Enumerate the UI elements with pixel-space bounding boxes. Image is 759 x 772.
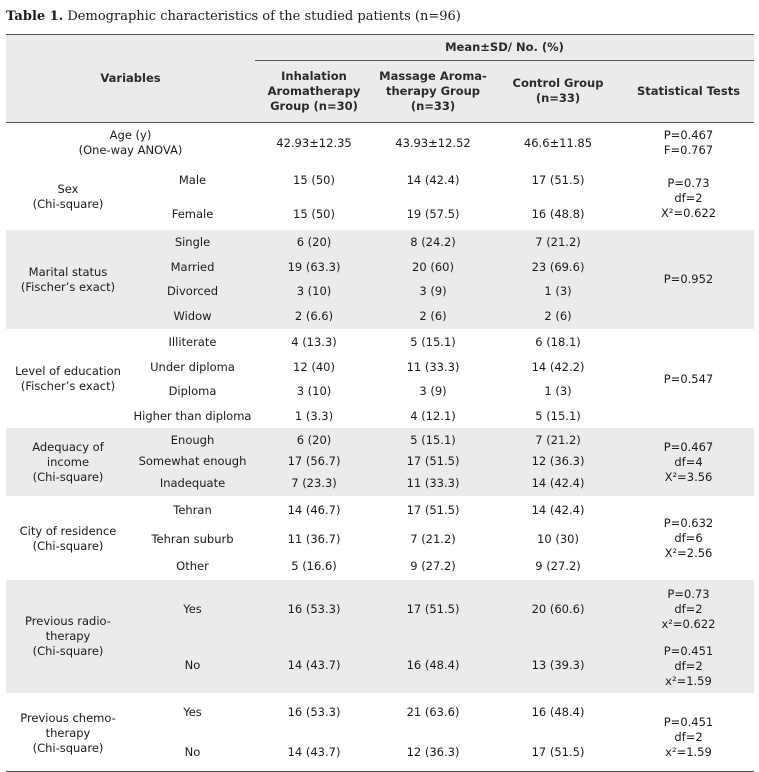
education-illiterate-control: 6 (18.1) bbox=[535, 334, 581, 349]
education-sub-diploma: Diploma bbox=[168, 383, 217, 398]
age-test: P=0.467 F=0.767 bbox=[663, 128, 714, 157]
income-enough-massage: 5 (15.1) bbox=[410, 432, 456, 447]
sex-male-inhalation: 15 (50) bbox=[293, 172, 335, 187]
education-diploma-inhalation: 3 (10) bbox=[296, 383, 332, 398]
table-caption bbox=[6, 9, 461, 24]
radio-yes-inhalation: 16 (53.3) bbox=[287, 601, 341, 616]
chemo-label: Previous chemo- therapy (Chi-square) bbox=[20, 710, 116, 755]
age-inhalation: 42.93±12.35 bbox=[276, 135, 352, 150]
education-sub-under-diploma: Under diploma bbox=[150, 359, 235, 374]
income-somewhat-control: 12 (36.3) bbox=[531, 453, 585, 468]
radio-no-control: 13 (39.3) bbox=[531, 657, 585, 672]
chemo-sub-yes: Yes bbox=[183, 704, 202, 719]
chemo-no-inhalation: 14 (43.7) bbox=[287, 744, 341, 759]
marital-sub-married: Married bbox=[170, 259, 215, 274]
header-variables: Variables bbox=[100, 70, 161, 85]
header-group-span: Mean±SD/ No. (%) bbox=[445, 39, 564, 54]
income-inadequate-massage: 11 (33.3) bbox=[406, 475, 460, 490]
marital-married-massage: 20 (60) bbox=[412, 259, 454, 274]
radio-sub-yes: Yes bbox=[183, 601, 202, 616]
city-tehran-inhalation: 14 (46.7) bbox=[287, 502, 341, 517]
radio-no-massage: 16 (48.4) bbox=[406, 657, 460, 672]
city-label: City of residence (Chi-square) bbox=[19, 524, 117, 553]
chemo-yes-control: 16 (48.4) bbox=[531, 704, 585, 719]
marital-widow-control: 2 (6) bbox=[544, 308, 572, 323]
sex-female-massage: 19 (57.5) bbox=[406, 206, 460, 221]
marital-divorced-inhalation: 3 (10) bbox=[296, 283, 332, 298]
marital-single-inhalation: 6 (20) bbox=[296, 234, 332, 249]
radio-no-test: P=0.451 df=2 x²=1.59 bbox=[663, 643, 714, 688]
city-sub-other: Other bbox=[176, 558, 209, 573]
sex-female-control: 16 (48.8) bbox=[531, 206, 585, 221]
header-control: Control Group (n=33) bbox=[512, 76, 604, 105]
header-massage: Massage Aroma- therapy Group (n=33) bbox=[379, 68, 487, 113]
education-sub-higher: Higher than diploma bbox=[133, 408, 252, 423]
marital-married-control: 23 (69.6) bbox=[531, 259, 585, 274]
education-sub-illiterate: Illiterate bbox=[168, 334, 217, 349]
marital-divorced-massage: 3 (9) bbox=[419, 283, 447, 298]
marital-widow-inhalation: 2 (6.6) bbox=[294, 308, 334, 323]
education-diploma-massage: 3 (9) bbox=[419, 383, 447, 398]
marital-single-control: 7 (21.2) bbox=[535, 234, 581, 249]
income-test: P=0.467 df=4 X²=3.56 bbox=[663, 439, 714, 484]
education-higher-massage: 4 (12.1) bbox=[410, 408, 456, 423]
income-somewhat-inhalation: 17 (56.7) bbox=[287, 453, 341, 468]
marital-sub-divorced: Divorced bbox=[166, 283, 219, 298]
city-other-control: 9 (27.2) bbox=[535, 558, 581, 573]
income-sub-inadequate: Inadequate bbox=[159, 475, 226, 490]
city-test: P=0.632 df=6 X²=2.56 bbox=[663, 515, 714, 560]
sex-male-control: 17 (51.5) bbox=[531, 172, 585, 187]
sex-sub-female: Female bbox=[171, 206, 214, 221]
header-statistical-tests: Statistical Tests bbox=[636, 83, 741, 98]
education-test: P=0.547 bbox=[663, 371, 714, 386]
income-inadequate-control: 14 (42.4) bbox=[531, 475, 585, 490]
education-under-diploma-inhalation: 12 (40) bbox=[293, 359, 335, 374]
header-inhalation: Inhalation Aromatherapy Group (n=30) bbox=[267, 68, 361, 113]
radio-label: Previous radio- therapy (Chi-square) bbox=[25, 614, 111, 658]
city-suburb-control: 10 (30) bbox=[537, 531, 579, 546]
demographics-table bbox=[6, 34, 754, 772]
marital-widow-massage: 2 (6) bbox=[419, 308, 447, 323]
education-under-diploma-massage: 11 (33.3) bbox=[406, 359, 460, 374]
marital-sub-widow: Widow bbox=[173, 308, 212, 323]
city-sub-tehran: Tehran bbox=[173, 502, 212, 517]
income-label: Adequacy of income (Chi-square) bbox=[32, 439, 104, 484]
chemo-yes-inhalation: 16 (53.3) bbox=[287, 704, 341, 719]
city-other-inhalation: 5 (16.6) bbox=[291, 558, 337, 573]
city-tehran-massage: 17 (51.5) bbox=[406, 502, 460, 517]
city-suburb-massage: 7 (21.2) bbox=[410, 531, 456, 546]
income-sub-somewhat: Somewhat enough bbox=[138, 453, 247, 468]
radio-no-inhalation: 14 (43.7) bbox=[287, 657, 341, 672]
city-other-massage: 9 (27.2) bbox=[410, 558, 456, 573]
header-bottom-rule bbox=[6, 122, 754, 123]
marital-single-massage: 8 (24.2) bbox=[410, 234, 456, 249]
sex-label: Sex (Chi-square) bbox=[32, 182, 104, 211]
income-sub-enough: Enough bbox=[170, 432, 215, 447]
table-caption-label: Table 1. bbox=[6, 9, 64, 24]
marital-label: Marital status (Fischer’s exact) bbox=[20, 264, 116, 294]
education-illiterate-massage: 5 (15.1) bbox=[410, 334, 456, 349]
radio-yes-test: P=0.73 df=2 x²=0.622 bbox=[661, 586, 716, 631]
radio-yes-massage: 17 (51.5) bbox=[406, 601, 460, 616]
marital-test: P=0.952 bbox=[663, 272, 714, 286]
age-label: Age (y) (One-way ANOVA) bbox=[78, 128, 183, 157]
education-higher-inhalation: 1 (3.3) bbox=[294, 408, 334, 423]
radio-yes-control: 20 (60.6) bbox=[531, 601, 585, 616]
chemo-test: P=0.451 df=2 x²=1.59 bbox=[663, 714, 714, 759]
sex-sub-male: Male bbox=[178, 172, 207, 187]
education-under-diploma-control: 14 (42.2) bbox=[531, 359, 585, 374]
age-control: 46.6±11.85 bbox=[523, 135, 593, 150]
income-somewhat-massage: 17 (51.5) bbox=[406, 453, 460, 468]
education-higher-control: 5 (15.1) bbox=[535, 408, 581, 423]
income-enough-control: 7 (21.2) bbox=[535, 432, 581, 447]
sex-female-inhalation: 15 (50) bbox=[293, 206, 335, 221]
chemo-no-control: 17 (51.5) bbox=[531, 744, 585, 759]
city-tehran-control: 14 (42.4) bbox=[531, 502, 585, 517]
marital-sub-single: Single bbox=[174, 234, 211, 249]
age-massage: 43.93±12.52 bbox=[395, 135, 471, 150]
education-label: Level of education (Fischer’s exact) bbox=[15, 364, 121, 393]
marital-married-inhalation: 19 (63.3) bbox=[287, 259, 341, 274]
chemo-no-massage: 12 (36.3) bbox=[406, 744, 460, 759]
city-suburb-inhalation: 11 (36.7) bbox=[287, 531, 341, 546]
marital-divorced-control: 1 (3) bbox=[544, 283, 572, 298]
chemo-yes-massage: 21 (63.6) bbox=[406, 704, 460, 719]
table-caption-text: Demographic characteristics of the studied patients (n=96) bbox=[63, 9, 461, 24]
education-diploma-control: 1 (3) bbox=[544, 383, 572, 398]
income-inadequate-inhalation: 7 (23.3) bbox=[291, 475, 337, 490]
income-enough-inhalation: 6 (20) bbox=[296, 432, 332, 447]
sex-male-massage: 14 (42.4) bbox=[406, 172, 460, 187]
chemo-sub-no: No bbox=[184, 744, 201, 759]
city-sub-suburb: Tehran suburb bbox=[151, 531, 234, 546]
sex-test: P=0.73 df=2 X²=0.622 bbox=[660, 175, 717, 220]
radio-sub-no: No bbox=[184, 657, 201, 672]
education-illiterate-inhalation: 4 (13.3) bbox=[291, 334, 337, 349]
